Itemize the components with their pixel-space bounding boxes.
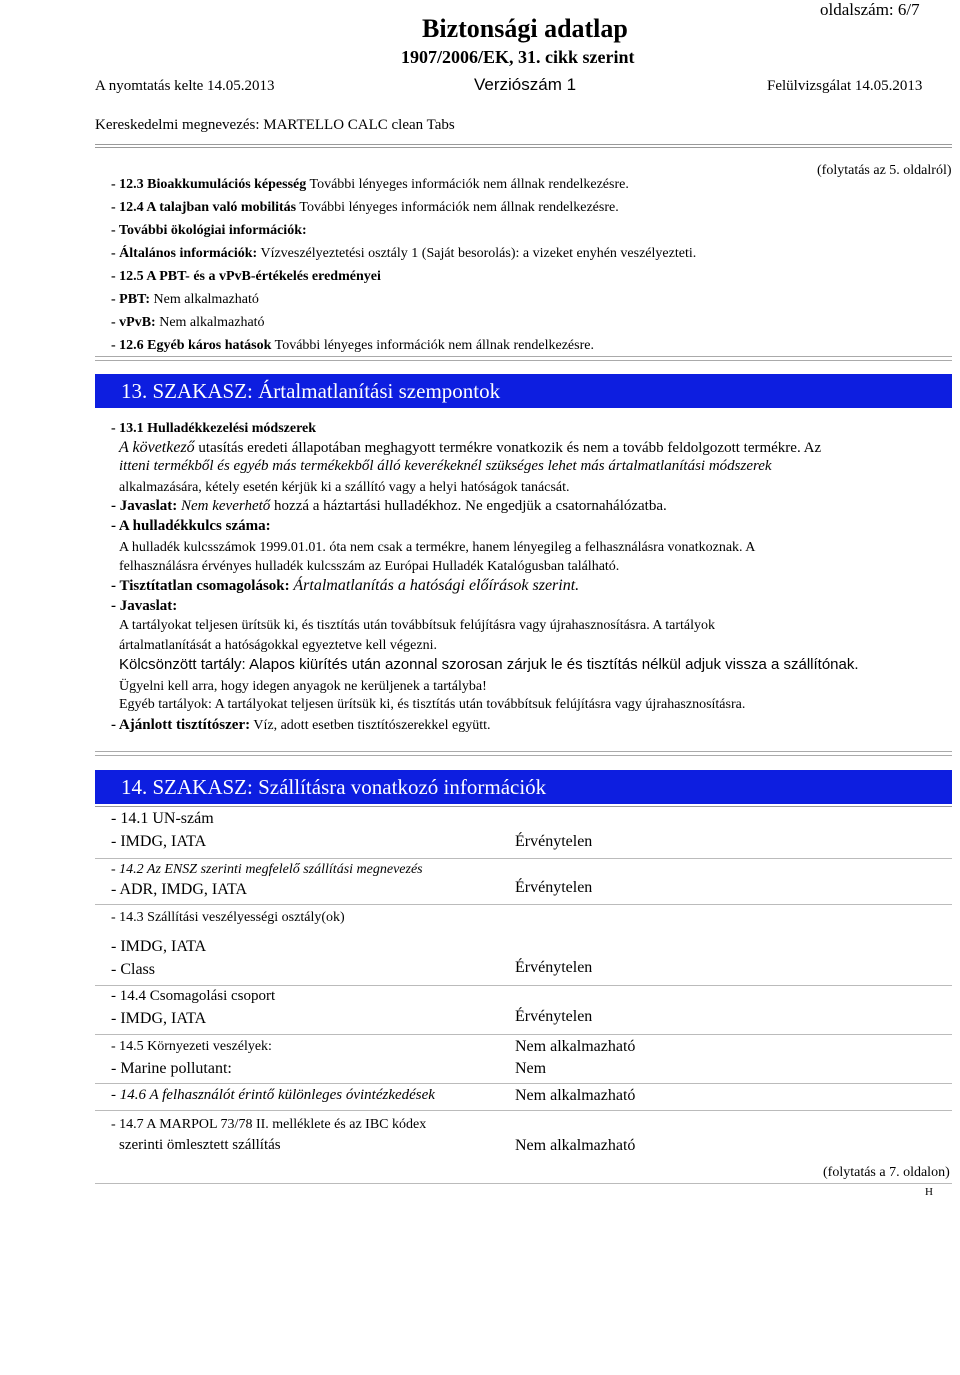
- transport-row: [95, 1035, 952, 1084]
- footer-mark: H: [925, 1186, 933, 1198]
- s12-line-5: - 12.5 A PBT- és a vPvB-értékelés eredményei: [111, 269, 381, 284]
- s12-heading: - 12.3 Bioakkumulációs képesség: [111, 177, 307, 192]
- row-sublabel: - Marine pollutant:: [111, 1060, 232, 1077]
- s13-para-1b: itteni termékből és egyéb más termékekből álló keverékeknél szükséges lehet más ártalmatlanítási módszerek: [119, 458, 772, 474]
- s12-line-6: [111, 292, 259, 308]
- s13-ajanlott: [111, 717, 491, 734]
- s13-label: - Ajánlott tisztítószer:: [111, 717, 251, 733]
- header-divider-2: [95, 147, 952, 148]
- transport-row: [95, 986, 952, 1035]
- s13-kolcsonzott: Kölcsönzött tartály: Alapos kiürítés után azonnal szorosan zárjuk le és tisztítás nélkül adjuk vissza a szállítónak.: [119, 656, 859, 673]
- s12-line-2: [111, 200, 619, 216]
- row-sublabel: - IMDG, IATA: [111, 833, 207, 850]
- s12-label: - PBT:: [111, 292, 151, 307]
- document-title: Biztonsági adatlap: [422, 14, 628, 43]
- footer-divider: [95, 1183, 952, 1184]
- row-label: - 14.4 Csomagolási csoport: [111, 988, 276, 1004]
- s12-text: További lényeges információk nem állnak rendelkezésre.: [309, 177, 629, 192]
- s12-text: Nem alkalmazható: [159, 315, 265, 330]
- s13-ugyelni: Ügyelni kell arra, hogy idegen anyagok ne kerüljenek a tartályba!: [119, 679, 487, 694]
- s12-line-1: [111, 177, 629, 193]
- row-sublabel: - Class: [111, 961, 155, 978]
- row-value: Érvénytelen: [515, 1008, 593, 1025]
- row-label: - 14.3 Szállítási veszélyességi osztály(ok): [111, 910, 345, 925]
- s13-javaslat-2-label: - Javaslat:: [111, 598, 178, 614]
- transport-row: [95, 807, 952, 859]
- s12-heading: - 12.6 Egyéb káros hatások: [111, 338, 272, 353]
- s13-javaslat-1: [111, 498, 667, 515]
- row-label: - 14.2 Az ENSZ szerinti megfelelő szállítási megnevezés: [111, 862, 423, 877]
- row-value: Nem: [515, 1060, 547, 1077]
- row-sublabel: szerinti ömlesztett szállítás: [119, 1137, 281, 1153]
- s12-line-3: - További ökológiai információk:: [111, 223, 307, 238]
- row-value: Érvénytelen: [515, 833, 593, 850]
- row-label: - 14.7 A MARPOL 73/78 II. melléklete és az IBC kódex: [111, 1117, 427, 1132]
- row-value: Nem alkalmazható: [515, 1087, 636, 1104]
- review-date: Felülvizsgálat 14.05.2013: [767, 78, 923, 94]
- row-sublabel: - IMDG, IATA: [111, 1010, 207, 1027]
- s12-line-4: [111, 246, 696, 262]
- row-value: Érvénytelen: [515, 959, 593, 976]
- s13-text: hozzá a háztartási hulladékhoz. Ne engedjük a csatornahálózatba.: [274, 498, 667, 514]
- section-divider: [95, 356, 952, 361]
- continued-to: (folytatás a 7. oldalon): [823, 1165, 950, 1180]
- s13-italic: A következő: [119, 439, 195, 456]
- page-number: oldalszám: 6/7: [820, 0, 920, 19]
- s13-label: - Javaslat:: [111, 498, 178, 514]
- s12-text: További lényeges információk nem állnak rendelkezésre.: [299, 200, 619, 215]
- s12-heading: - 12.4 A talajban való mobilitás: [111, 200, 297, 215]
- section-13-header: [95, 374, 952, 408]
- print-date: A nyomtatás kelte 14.05.2013: [95, 78, 275, 94]
- row-label: - 14.6 A felhasználót érintő különleges óvintézkedések: [111, 1087, 435, 1103]
- s12-label: - Általános információk:: [111, 246, 258, 261]
- s13-javaslat-2a: A tartályokat teljesen ürítsük ki, és tisztítás után továbbítsuk felújításra vagy újrahasznosításra. A tartályok: [119, 618, 716, 633]
- trade-name: MARTELLO CALC clean Tabs: [263, 117, 455, 133]
- trade-name-label: Kereskedelmi megnevezés:: [95, 117, 260, 133]
- s13-kulcs-label: - A hulladékkulcs száma:: [111, 518, 271, 534]
- version: Verziószám 1: [474, 75, 577, 94]
- s12-text: Vízveszélyeztetési osztály 1 (Saját besorolás): a vizeket enyhén veszélyezteti.: [260, 246, 697, 261]
- header-divider: [95, 144, 952, 145]
- row-value: Nem alkalmazható: [515, 1038, 636, 1055]
- row-value: Érvénytelen: [515, 879, 593, 896]
- s12-text: További lényeges információk nem állnak rendelkezésre.: [274, 338, 594, 353]
- section-14-title: 14. SZAKASZ: Szállításra vonatkozó információk: [121, 775, 547, 799]
- transport-row: [95, 1084, 952, 1111]
- section-13-title: 13. SZAKASZ: Ártalmatlanítási szempontok: [121, 379, 501, 403]
- row-sublabel: - IMDG, IATA: [111, 938, 207, 955]
- transport-row: [95, 1111, 952, 1161]
- s12-label: - vPvB:: [111, 315, 156, 330]
- row-sublabel: - ADR, IMDG, IATA: [111, 881, 248, 898]
- s13-tisztitatlan: [111, 577, 579, 595]
- row-label: - 14.5 Környezeti veszélyek:: [111, 1039, 272, 1054]
- s13-label: - Tisztítatlan csomagolások:: [111, 578, 290, 594]
- transport-row: [95, 859, 952, 905]
- s13-kulcs-2: felhasználásra érvényes hulladék kulcsszám az Európai Hulladék Katalógusban található.: [119, 559, 620, 574]
- s13-egyeb: Egyéb tartályok: A tartályokat teljesen ürítsük ki, és tisztítás után továbbítsuk felújításra vagy újrahasznosításra.: [119, 697, 746, 712]
- s13-text: utasítás eredeti állapotában meghagyott termékre vonatkozik és nem a tovább feldolgozott termékre. Az: [198, 440, 822, 456]
- s13-para-1c: alkalmazására, kétely esetén kérjük ki a szállító vagy a helyi hatóságok tanácsát.: [119, 480, 570, 495]
- trade-name-line: [95, 117, 455, 134]
- s12-text: Nem alkalmazható: [153, 292, 259, 307]
- s13-kulcs-1: A hulladék kulcsszámok 1999.01.01. óta nem csak a termékre, hanem lényegileg a felhasználásra vonatkoznak. A: [119, 540, 756, 555]
- row-label: - 14.1 UN-szám: [111, 810, 214, 827]
- continued-from: (folytatás az 5. oldalról): [817, 163, 952, 178]
- s13-heading-1: - 13.1 Hulladékkezelési módszerek: [111, 421, 317, 436]
- s13-text: Víz, adott esetben tisztítószerekkel együtt.: [253, 718, 491, 733]
- s13-italic: Nem keverhető: [181, 498, 271, 514]
- s12-line-8: [111, 338, 594, 354]
- s13-javaslat-2b: ártalmatlanítását a hatóságokkal egyeztetve kell végezni.: [119, 638, 437, 653]
- transport-row: [95, 905, 952, 986]
- document-subtitle: 1907/2006/EK, 31. cikk szerint: [401, 47, 635, 67]
- row-value: Nem alkalmazható: [515, 1137, 636, 1154]
- section-divider: [95, 751, 952, 756]
- section-14-header: [95, 770, 952, 804]
- s12-line-7: [111, 315, 265, 331]
- s13-para-1a: [119, 439, 821, 457]
- s13-italic: Ártalmatlanítás a hatósági előírások szerint.: [293, 577, 580, 594]
